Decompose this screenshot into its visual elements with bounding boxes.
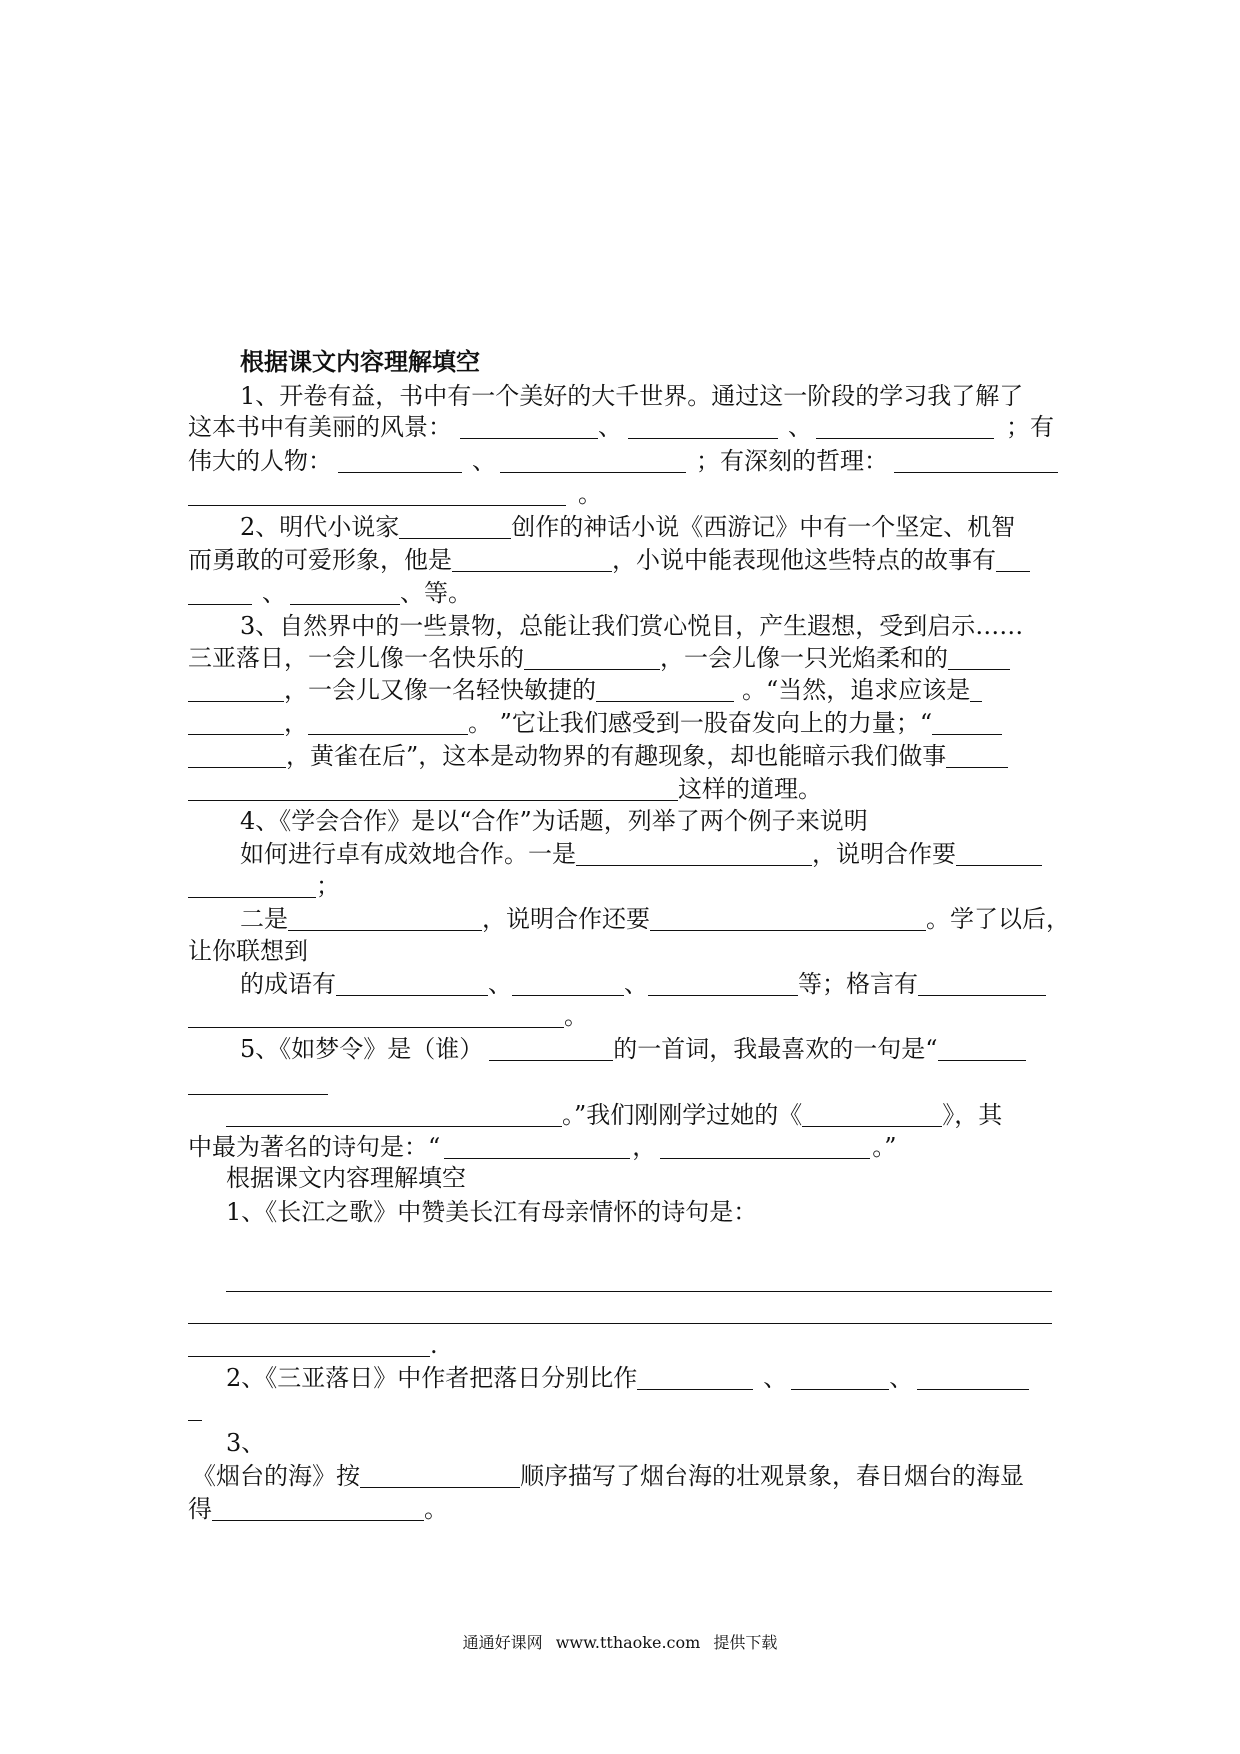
q4-line5: 让你联想到 xyxy=(188,937,308,965)
s2-q3-blank-spring[interactable] xyxy=(212,1498,424,1521)
q4-blank-point-1a[interactable] xyxy=(956,843,1042,866)
s2-q3-line3: 得 。 xyxy=(188,1495,448,1523)
q5-line2 xyxy=(188,1068,328,1098)
q2-blank-story-2[interactable] xyxy=(290,582,400,605)
q1-line4: 。 xyxy=(188,479,602,509)
s2-q2-blank-3a[interactable] xyxy=(917,1367,1029,1390)
q3-line2: 三亚落日，一会儿像一名快乐的 ，一会儿像一只光焰柔和的 xyxy=(188,643,1010,673)
q3-blank-simile-2a[interactable] xyxy=(948,647,1010,670)
q5-blank-favorite-c[interactable] xyxy=(226,1104,562,1127)
q1-line2: 这本书中有美丽的风景： 、 、 ；有 xyxy=(188,413,1054,441)
q4-blank-point-2[interactable] xyxy=(650,908,926,931)
s2-q2-blank-2[interactable] xyxy=(791,1367,889,1390)
q3-blank-quote-3a[interactable] xyxy=(932,712,1002,735)
page-footer xyxy=(0,1633,1240,1653)
s2-q3-number: 3、 xyxy=(226,1429,266,1457)
q4-blank-example-2[interactable] xyxy=(288,908,482,931)
q4-blank-idiom-2[interactable] xyxy=(512,973,624,996)
s2-q2-blank-3b[interactable] xyxy=(188,1398,202,1421)
q2-blank-story-1b[interactable] xyxy=(188,582,252,605)
q2-blank-character[interactable] xyxy=(452,549,612,572)
q3-line6: 这样的道理。 xyxy=(188,774,822,804)
q3-blank-lesson-b[interactable] xyxy=(188,778,678,801)
q4-line6: 的成语有 、 、 等；格言有 xyxy=(240,969,1046,999)
q4-line2: 如何进行卓有成效地合作。一是 ，说明合作要 xyxy=(240,839,1042,869)
q2-line3: 、 、等。 xyxy=(188,578,472,608)
q2-blank-story-1a[interactable] xyxy=(996,549,1030,572)
q4-blank-motto-a[interactable] xyxy=(918,973,1046,996)
footer-url[interactable]: www.tthaoke.com xyxy=(555,1633,701,1652)
section1-title: 根据课文内容理解填空 xyxy=(240,347,480,376)
s2-q2-blank-1[interactable] xyxy=(637,1367,753,1390)
q2-line1: 2、明代小说家 创作的神话小说《西游记》中有一个坚定、机智 xyxy=(240,513,1016,541)
s2-q1-line1: 1、《长江之歌》中赞美长江有母亲情怀的诗句是： xyxy=(226,1198,758,1226)
q1-blank-philosophy-a[interactable] xyxy=(894,450,1058,473)
q3-line3: ，一会儿又像一名轻快敏捷的 。“当然，追求应该是 xyxy=(188,675,982,705)
q5-blank-favorite-a[interactable] xyxy=(938,1038,1026,1061)
q4-line4: 二是 ，说明合作还要 。学了以后， xyxy=(240,905,1070,933)
q5-blank-famous-2[interactable] xyxy=(660,1136,870,1159)
q4-blank-motto-b[interactable] xyxy=(188,1005,564,1028)
q4-blank-point-1b[interactable] xyxy=(188,875,316,898)
q4-line3: ； xyxy=(188,871,340,901)
s2-q1-blank-1[interactable] xyxy=(226,1269,1052,1292)
s2-q2-line2 xyxy=(188,1394,202,1424)
q4-blank-example-1[interactable] xyxy=(576,843,812,866)
footer-action: 提供下载 xyxy=(713,1633,778,1652)
q2-blank-author[interactable] xyxy=(399,516,511,539)
q1-blank-philosophy-b[interactable] xyxy=(188,483,566,506)
q5-line4: 中最为著名的诗句是：“ ， 。” xyxy=(188,1133,897,1161)
q3-blank-quote-1b[interactable] xyxy=(188,712,284,735)
footer-site-name: 通通好课网 xyxy=(462,1633,543,1652)
s2-q1-answer-line3: . xyxy=(188,1330,438,1360)
q4-line1: 4、《学会合作》是以“合作”为话题，列举了两个例子来说明 xyxy=(240,807,868,835)
q4-line7: 。 xyxy=(188,1001,588,1031)
q3-blank-simile-1[interactable] xyxy=(524,647,660,670)
q5-blank-favorite-b[interactable] xyxy=(188,1072,328,1095)
q4-blank-idiom-1[interactable] xyxy=(336,973,488,996)
q1-blank-figure-1[interactable] xyxy=(338,450,462,473)
s2-q1-blank-3[interactable] xyxy=(188,1334,430,1357)
q1-line1: 1、开卷有益，书中有一个美好的大千世界。通过这一阶段的学习我了解了 xyxy=(240,382,1024,410)
q3-line1: 3、自然界中的一些景物，总能让我们赏心悦目，产生遐想，受到启示…… xyxy=(240,612,1024,640)
s2-q2-line1: 2、《三亚落日》中作者把落日分别比作 、 、 xyxy=(226,1363,1029,1393)
s2-q1-blank-2[interactable] xyxy=(188,1301,1052,1324)
q2-line2: 而勇敢的可爱形象，他是 ，小说中能表现他这些特点的故事有 xyxy=(188,545,1030,575)
q3-line5: ，黄雀在后”，这本是动物界的有趣现象，却也能暗示我们做事 xyxy=(188,741,1008,771)
q1-blank-scenery-1[interactable] xyxy=(460,416,598,439)
q5-blank-poet[interactable] xyxy=(489,1038,613,1061)
q3-blank-quote-3b[interactable] xyxy=(188,745,286,768)
q3-blank-simile-2b[interactable] xyxy=(188,679,284,702)
q3-blank-simile-3[interactable] xyxy=(596,679,734,702)
q1-blank-scenery-2[interactable] xyxy=(628,416,778,439)
section2-title: 根据课文内容理解填空 xyxy=(226,1164,466,1192)
q3-blank-lesson-a[interactable] xyxy=(946,745,1008,768)
s2-q3-blank-order[interactable] xyxy=(360,1465,520,1488)
s2-q3-line2: 《烟台的海》按 顺序描写了烟台海的壮观景象，春日烟台的海显 xyxy=(192,1462,1024,1490)
q1-blank-scenery-3[interactable] xyxy=(816,416,994,439)
q5-line3: 。”我们刚刚学过她的《 》，其 xyxy=(226,1100,1002,1130)
s2-q1-answer-line1 xyxy=(226,1265,1052,1295)
q5-blank-famous-1[interactable] xyxy=(444,1136,630,1159)
q5-line1: 5、《如梦令》是（谁） 的一首词，我最喜欢的一句是“ xyxy=(240,1034,1026,1064)
q1-blank-figure-2[interactable] xyxy=(500,450,686,473)
s2-q1-answer-line2 xyxy=(188,1297,1052,1327)
q3-blank-quote-1a[interactable] xyxy=(970,679,982,702)
q3-blank-quote-2[interactable] xyxy=(308,712,468,735)
q3-line4: ， 。 ”它让我们感受到一股奋发向上的力量；“ xyxy=(188,708,1002,738)
q4-blank-idiom-3[interactable] xyxy=(648,973,798,996)
q5-blank-poem-title[interactable] xyxy=(802,1104,942,1127)
q1-line3: 伟大的人物： 、 ；有深刻的哲理： xyxy=(188,446,1058,476)
